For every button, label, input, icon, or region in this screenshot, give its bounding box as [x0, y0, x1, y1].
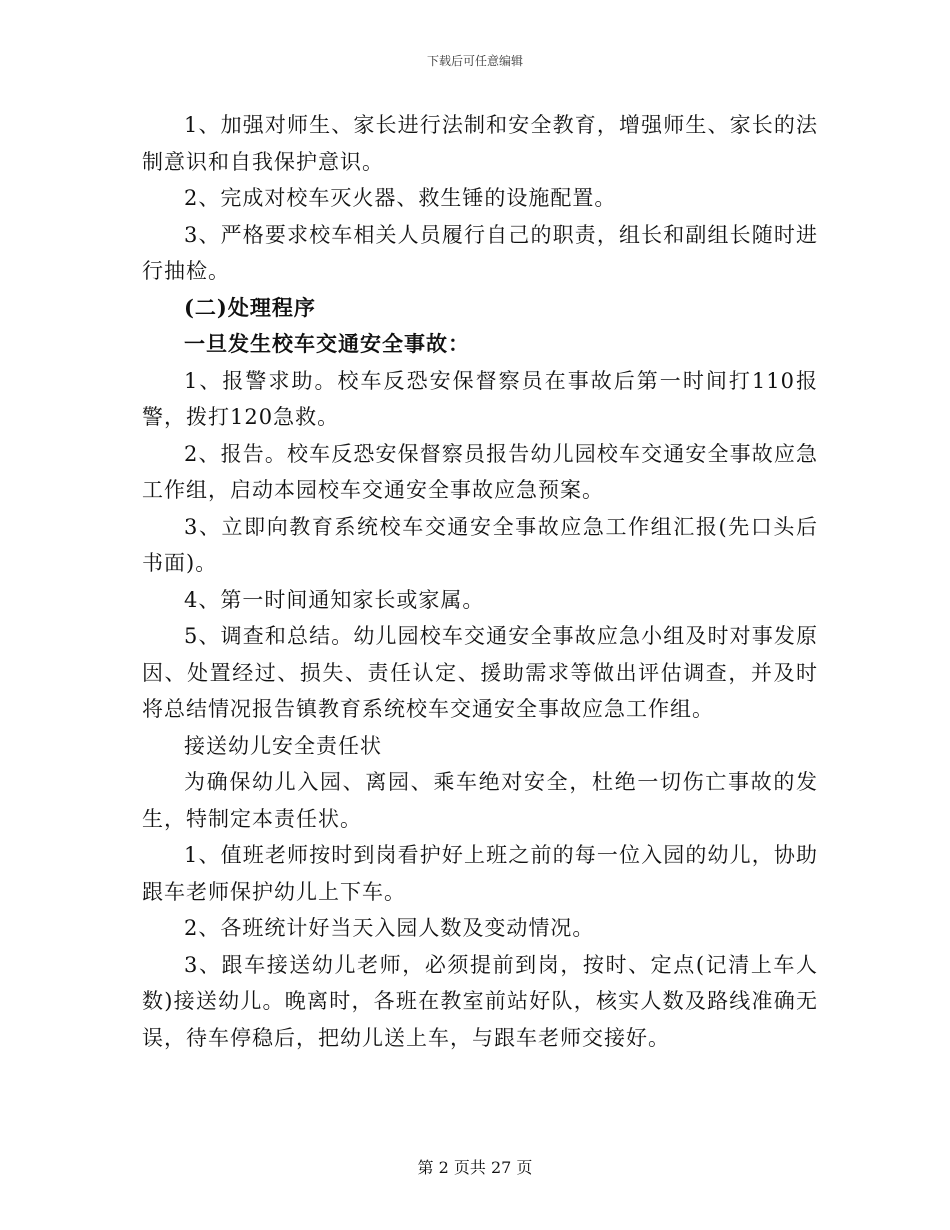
- paragraph-13: 1、值班老师按时到岗看护好上班之前的每一位入园的幼儿，协助跟车老师保护幼儿上下车。: [142, 843, 818, 904]
- paragraph-8: 3、立即向教育系统校车交通安全事故应急工作组汇报(先口头后书面)。: [142, 514, 818, 575]
- page-footer: 第 2 页共 27 页: [417, 1158, 533, 1177]
- paragraph-12: 为确保幼儿入园、离园、乘车绝对安全，杜绝一切伤亡事故的发生，特制定本责任状。: [142, 770, 818, 831]
- paragraph-2: 2、完成对校车灭火器、救生锤的设施配置。: [184, 186, 617, 210]
- paragraph-15: 3、跟车接送幼儿老师，必须提前到岗，按时、定点(记清上车人数)接送幼儿。晚离时，各班在教室前站好队，核实人数及路线准确无误，待车停稳后，把幼儿送上车，与跟车老师交接好。: [142, 952, 818, 1050]
- paragraph-10: 5、调查和总结。幼儿园校车交通安全事故应急小组及时对事发原因、处置经过、损失、责任认定、援助需求等做出评估调查，并及时将总结情况报告镇教育系统校车交通安全事故应急工作组。: [142, 624, 818, 721]
- paragraph-1: 1、加强对师生、家长进行法制和安全教育，增强师生、家长的法制意识和自我保护意识。: [142, 113, 818, 174]
- paragraph-14: 2、各班统计好当天入园人数及变动情况。: [184, 916, 595, 940]
- paragraph-3: 3、严格要求校车相关人员履行自己的职责，组长和副组长随时进行抽检。: [142, 222, 818, 283]
- section-heading: (二)处理程序: [184, 294, 316, 320]
- document-body: [142, 107, 818, 1056]
- subsection-heading: 一旦发生校车交通安全事故：: [184, 331, 470, 356]
- page-header: 下载后可任意编辑: [426, 54, 523, 68]
- paragraph-6: 1、报警求助。校车反恐安保督察员在事故后第一时间打110报警，拨打120急救。: [142, 368, 818, 429]
- paragraph-7: 2、报告。校车反恐安保督察员报告幼儿园校车交通安全事故应急工作组，启动本园校车交通安全事故应急预案。: [142, 441, 818, 502]
- paragraph-9: 4、第一时间通知家长或家属。: [184, 587, 485, 612]
- document-title: 接送幼儿安全责任状: [184, 733, 382, 758]
